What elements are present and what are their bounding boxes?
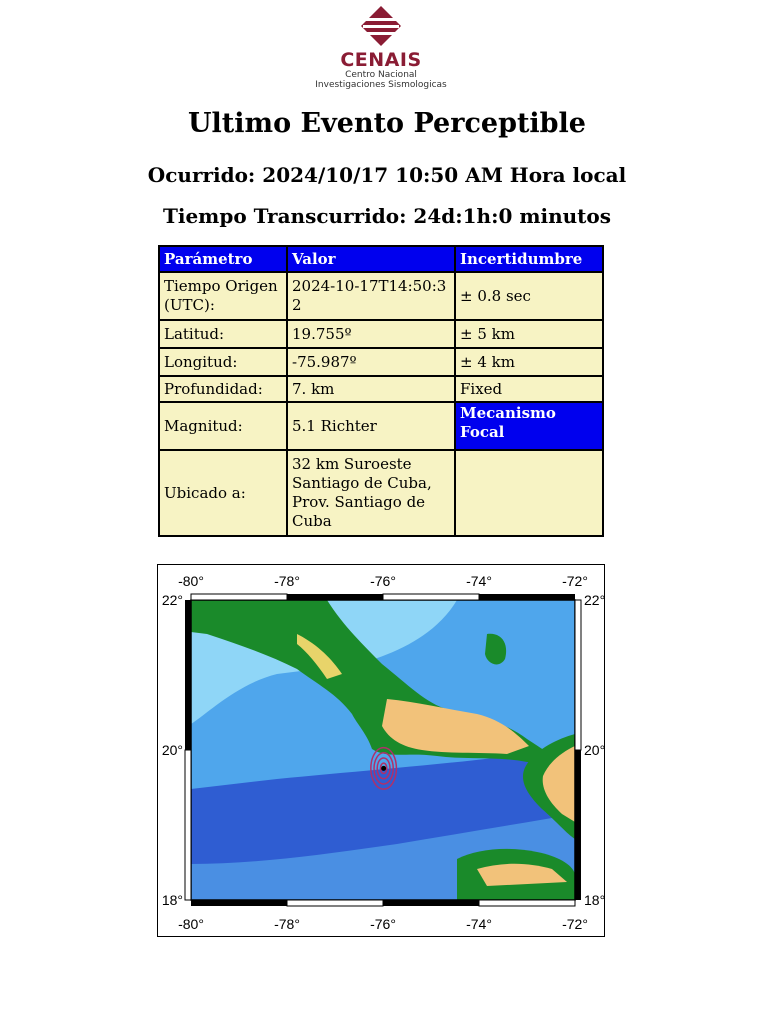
elapsed-time: Tiempo Transcurrido: 24d:1h:0 minutos [162, 204, 612, 228]
table-row [160, 403, 602, 449]
param-cell: Latitud: [160, 321, 286, 347]
logo-brand: CENAIS [340, 49, 422, 71]
value-cell: -75.987º [288, 349, 454, 375]
logo-line-2: Investigaciones Sismologicas [315, 80, 447, 90]
lon-label-top: -78° [274, 573, 300, 589]
cenais-emblem-icon [359, 4, 403, 48]
param-cell: Profundidad: [160, 377, 286, 401]
lat-label-left: 22° [161, 592, 183, 608]
cenais-logo [296, 4, 466, 94]
value-cell: 7. km [288, 377, 454, 401]
event-time: Ocurrido: 2024/10/17 10:50 AM Hora local [147, 163, 627, 187]
lon-label-bottom: -76° [370, 916, 396, 932]
epicenter-dot [381, 766, 386, 771]
mecanismo-focal-header: Mecanismo Focal [456, 403, 602, 449]
param-cell: Tiempo Origen (UTC): [160, 273, 286, 319]
lon-label-top: -76° [370, 573, 396, 589]
epicenter-map [157, 564, 605, 937]
param-cell: Magnitud: [160, 403, 286, 449]
param-cell: Longitud: [160, 349, 286, 375]
lat-label-right: 18° [584, 892, 605, 908]
header-valor: Valor [288, 247, 454, 271]
value-cell: 5.1 Richter [288, 403, 454, 449]
table-row [160, 377, 602, 401]
focal-mechanism-cell [456, 451, 602, 535]
header-parametro: Parámetro [160, 247, 286, 271]
logo-line-1: Centro Nacional [345, 70, 417, 80]
header-incertidumbre: Incertidumbre [456, 247, 602, 271]
uncertainty-cell: Fixed [456, 377, 602, 401]
lon-label-top: -72° [562, 573, 588, 589]
lon-label-top: -80° [178, 573, 204, 589]
page-title: Ultimo Evento Perceptible [188, 108, 586, 139]
value-cell: 2024-10-17T14:50:32 [288, 273, 454, 319]
value-cell: 19.755º [288, 321, 454, 347]
table-row [160, 273, 602, 319]
value-cell: 32 km Suroeste Santiago de Cuba, Prov. Santiago de Cuba [288, 451, 454, 535]
param-cell: Ubicado a: [160, 451, 286, 535]
parameters-table [158, 245, 604, 537]
table-row [160, 451, 602, 535]
lat-label-left: 20° [161, 742, 183, 758]
lon-label-bottom: -78° [274, 916, 300, 932]
lon-label-top: -74° [466, 573, 492, 589]
lon-label-bottom: -80° [178, 916, 204, 932]
lat-label-right: 22° [584, 592, 605, 608]
lon-label-bottom: -72° [562, 916, 588, 932]
uncertainty-cell: ± 4 km [456, 349, 602, 375]
lon-label-bottom: -74° [466, 916, 492, 932]
uncertainty-cell: ± 5 km [456, 321, 602, 347]
uncertainty-cell: ± 0.8 sec [456, 273, 602, 319]
table-row [160, 321, 602, 347]
table-header-row [160, 247, 602, 271]
lat-label-left: 18° [161, 892, 183, 908]
table-row [160, 349, 602, 375]
lat-label-right: 20° [584, 742, 605, 758]
